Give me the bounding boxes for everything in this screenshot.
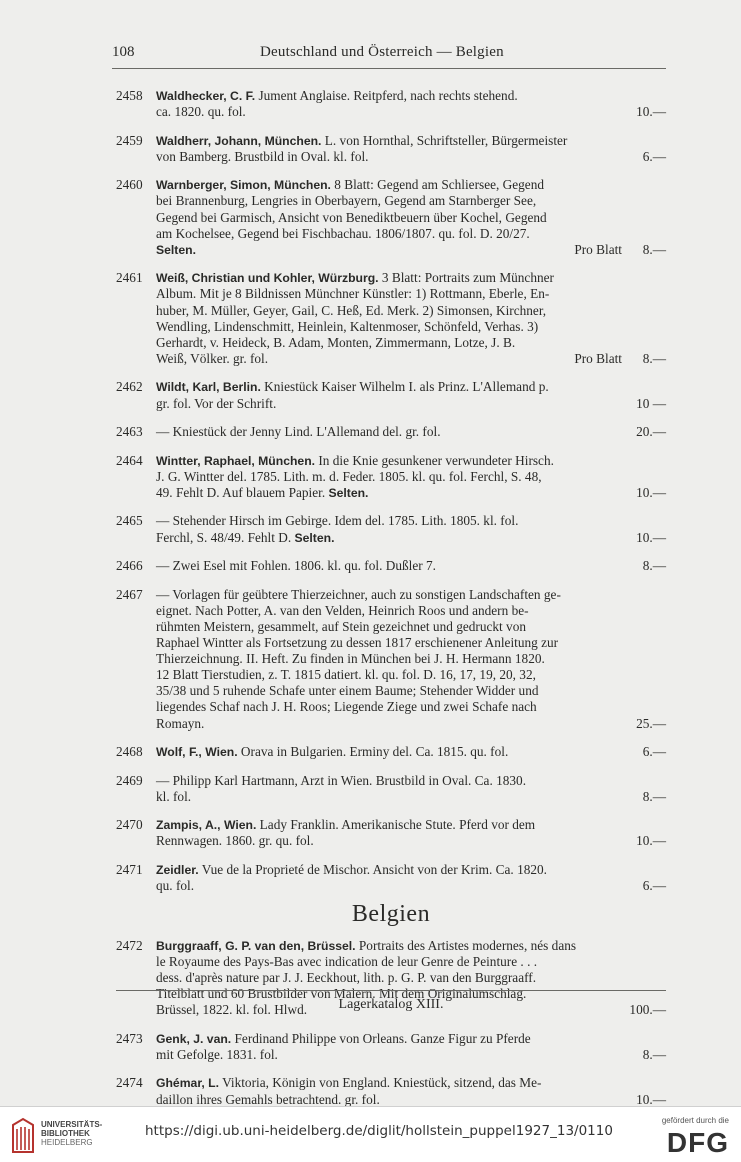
entry-number: 2463 bbox=[116, 424, 143, 440]
entry-description bbox=[156, 1031, 622, 1063]
entry-line: Zeidler. Vue de la Proprieté de Mischor. Ansicht von der Krim. Ca. 1820. bbox=[156, 862, 547, 878]
entry-description bbox=[156, 587, 622, 732]
entry-line: — Philipp Karl Hartmann, Arzt in Wien. Brustbild in Oval. Ca. 1830. bbox=[156, 772, 527, 788]
entry-number: 2474 bbox=[116, 1075, 143, 1091]
entry-line: Waldhecker, C. F. Jument Anglaise. Reitpferd, nach rechts stehend. bbox=[156, 88, 518, 103]
entry-number: 2470 bbox=[116, 817, 143, 833]
entry-line: mit Gefolge. 1831. fol. bbox=[156, 1046, 278, 1062]
entry-line: ca. 1820. qu. fol. bbox=[156, 104, 246, 120]
entry-price: 6.— bbox=[642, 148, 666, 164]
entry-line: Album. Mit je 8 Bildnissen Münchner Künstler: 1) Rottmann, Eberle, En- bbox=[156, 286, 550, 302]
catalog-entry bbox=[116, 133, 666, 165]
library-name-line: BIBLIOTHEK bbox=[41, 1129, 90, 1138]
library-name-line: UNIVERSITÄTS- bbox=[41, 1120, 103, 1129]
entry-line: Warnberger, Simon, München. 8 Blatt: Gegend am Schliersee, Gegend bbox=[156, 177, 544, 193]
entry-description bbox=[156, 817, 622, 849]
entry-line: Weiß, Völker. gr. fol. Pro Blatt bbox=[156, 350, 622, 366]
entry-line: Romayn. bbox=[156, 715, 205, 731]
dfg-logo[interactable]: DFG bbox=[666, 1127, 729, 1158]
viewer-footer-bar bbox=[0, 1106, 741, 1162]
entry-price: 10.— bbox=[636, 833, 666, 849]
catalog-entry bbox=[116, 744, 666, 760]
entry-description bbox=[156, 744, 622, 760]
entry-number: 2466 bbox=[116, 558, 143, 574]
entry-number: 2467 bbox=[116, 586, 143, 602]
entry-price: 6.— bbox=[642, 878, 666, 894]
entry-line: am Kochelsee, Gegend bei Fischbachau. 1806/1807. qu. fol. D. 20/27. bbox=[156, 225, 530, 241]
entry-line: Gegend bei Garmisch, Ansicht von Benediktbeuern über Kochel, Gegend bbox=[156, 209, 547, 225]
entry-line: Wildt, Karl, Berlin. Kniestück Kaiser Wilhelm I. als Prinz. L'Allemand p. bbox=[156, 379, 549, 395]
entry-line: huber, M. Müller, Geyer, Gail, C. Heß, Ed. Merk. 2) Simonsen, Kirchner, bbox=[156, 302, 547, 318]
university-library-name[interactable] bbox=[41, 1120, 102, 1147]
entry-description bbox=[156, 558, 622, 574]
entry-line: Wolf, F., Wien. Orava in Bulgarien. Erminy del. Ca. 1815. qu. fol. bbox=[156, 744, 509, 760]
entry-line: le Royaume des Pays-Bas avec indication de leur Genre de Peinture . . . bbox=[156, 953, 538, 969]
entry-line: kl. fol. bbox=[156, 788, 192, 804]
funding-note: gefördert durch die bbox=[661, 1116, 729, 1125]
catalog-entry bbox=[116, 453, 666, 501]
catalog-entries bbox=[116, 88, 666, 1120]
library-name-line: HEIDELBERG bbox=[41, 1138, 93, 1147]
entry-line: gr. fol. Vor der Schrift. bbox=[156, 395, 277, 411]
entry-line: Burggraaff, G. P. van den, Brüssel. Portraits des Artistes modernes, nés dans bbox=[156, 937, 577, 953]
entry-number: 2458 bbox=[116, 88, 143, 103]
entry-line: rühmten Meistern, gesammelt, auf Stein gezeichnet und gedruckt von bbox=[156, 618, 526, 634]
entry-number: 2468 bbox=[116, 744, 143, 760]
entry-line: Gerhardt, v. Heideck, B. Adam, Monten, Zimmermann, Lotze, J. B. bbox=[156, 334, 516, 350]
entry-price: 10.— bbox=[636, 484, 666, 500]
entry-price: 8.— bbox=[642, 241, 666, 257]
entry-line: Zampis, A., Wien. Lady Franklin. Amerikanische Stute. Pferd vor dem bbox=[156, 817, 536, 833]
entry-description bbox=[156, 379, 622, 411]
catalog-entry bbox=[116, 558, 666, 574]
entry-number: 2471 bbox=[116, 862, 143, 878]
entry-number: 2472 bbox=[116, 937, 143, 953]
header-rule bbox=[112, 68, 666, 69]
entry-number: 2464 bbox=[116, 452, 143, 468]
entry-line: Ghémar, L. Viktoria, Königin von England. Kniestück, sitzend, das Me- bbox=[156, 1075, 542, 1091]
entry-line: 49. Fehlt D. Auf blauem Papier. Selten. bbox=[156, 484, 369, 500]
catalog-entry bbox=[116, 379, 666, 411]
catalog-entry bbox=[116, 270, 666, 367]
entry-line: dess. d'après nature par J. J. Eeckhout, lith. p. G. P. van den Burggraaff. bbox=[156, 969, 537, 985]
entry-description bbox=[156, 177, 622, 257]
catalog-entry bbox=[116, 88, 666, 120]
entry-price: 10.— bbox=[636, 1091, 666, 1107]
catalog-entry bbox=[116, 862, 666, 894]
entry-price: 8.— bbox=[642, 350, 666, 366]
entry-line: — Vorlagen für geübtere Thierzeichner, auch zu sonstigen Landschaften ge- bbox=[156, 586, 561, 602]
entry-line: Waldherr, Johann, München. L. von Hornthal, Schriftsteller, Bürgermeister bbox=[156, 132, 568, 148]
entry-line: 12 Blatt Tierstudien, z. T. 1815 datiert. kl. qu. fol. D. 16, 17, 19, 20, 32, bbox=[156, 667, 536, 683]
entry-price: 8.— bbox=[642, 558, 666, 574]
catalog-entry bbox=[116, 513, 666, 545]
entry-line: — Zwei Esel mit Fohlen. 1806. kl. qu. fol. Dußler 7. bbox=[156, 558, 436, 574]
entry-number: 2469 bbox=[116, 772, 143, 788]
entry-description bbox=[156, 773, 622, 805]
entry-line: bei Brannenburg, Lengries in Oberbayern, Gegend am Starnberger See, bbox=[156, 193, 537, 209]
entry-line: liegendes Schaf nach J. H. Roos; Liegende Ziege und zwei Schafe nach bbox=[156, 699, 537, 715]
entry-price: 8.— bbox=[642, 1046, 666, 1062]
catalog-entry bbox=[116, 587, 666, 732]
permalink-url[interactable]: https://digi.ub.uni-heidelberg.de/diglit/hollstein_puppel1927_13/0110 bbox=[145, 1123, 613, 1139]
page-number: 108 bbox=[112, 44, 135, 60]
entry-line: Ferchl, S. 48/49. Fehlt D. Selten. bbox=[156, 529, 335, 545]
running-title: Deutschland und Österreich — Belgien bbox=[260, 44, 504, 60]
entry-number: 2461 bbox=[116, 270, 143, 286]
entry-number: 2465 bbox=[116, 513, 143, 529]
entry-line: Raphael Wintter als Fortsetzung zu dessen 1817 erschienener Anleitung zur bbox=[156, 635, 559, 651]
entry-line: J. G. Wintter del. 1785. Lith. m. d. Feder. 1805. kl. qu. fol. Ferchl, S. 48, bbox=[156, 468, 542, 484]
entry-line: Genk, J. van. Ferdinand Philippe von Orleans. Ganze Figur zu Pferde bbox=[156, 1030, 531, 1046]
catalog-entry bbox=[116, 773, 666, 805]
entry-description bbox=[156, 270, 622, 367]
entry-price: 10.— bbox=[636, 104, 666, 120]
entry-line: daillon ihres Gemahls betrachtend. gr. fol. bbox=[156, 1091, 380, 1107]
entry-line: qu. fol. bbox=[156, 878, 195, 894]
entry-description bbox=[156, 453, 622, 501]
entry-number: 2459 bbox=[116, 132, 143, 148]
entry-line: Rennwagen. 1860. gr. qu. fol. bbox=[156, 833, 314, 849]
entry-line: — Stehender Hirsch im Gebirge. Idem del. 1785. Lith. 1805. kl. fol. bbox=[156, 513, 519, 529]
entry-price: 6.— bbox=[642, 744, 666, 760]
footer-rule bbox=[116, 990, 666, 991]
entry-line: Wintter, Raphael, München. In die Knie gesunkener verwundeter Hirsch. bbox=[156, 452, 554, 468]
entry-number: 2460 bbox=[116, 177, 143, 193]
entry-price: 100.— bbox=[629, 1002, 666, 1018]
entry-line: eignet. Nach Potter, A. van den Velden, Heinrich Roos und andern be- bbox=[156, 602, 529, 618]
section-heading: Belgien bbox=[351, 900, 431, 927]
entry-price: 25.— bbox=[636, 715, 666, 731]
page-header bbox=[112, 44, 666, 66]
entry-price: 20.— bbox=[636, 424, 666, 440]
entry-description bbox=[156, 1075, 622, 1107]
entry-number: 2473 bbox=[116, 1030, 143, 1046]
entry-line: Brüssel, 1822. kl. fol. Hlwd. bbox=[156, 1002, 308, 1018]
entry-line: Wendling, Lindenschmitt, Heinlein, Kaltenmoser, Schönfeld, Verhas. 3) bbox=[156, 318, 539, 334]
catalog-entry bbox=[116, 817, 666, 849]
entry-price: 10.— bbox=[636, 529, 666, 545]
entry-line: — Kniestück der Jenny Lind. L'Allemand del. gr. fol. bbox=[156, 424, 441, 440]
entry-description bbox=[156, 88, 622, 120]
entry-description bbox=[156, 513, 622, 545]
entry-price: 10 — bbox=[636, 395, 666, 411]
entry-line: Selten. Pro Blatt bbox=[156, 241, 622, 257]
entry-line: von Bamberg. Brustbild in Oval. kl. fol. bbox=[156, 148, 369, 164]
entry-price: 8.— bbox=[642, 788, 666, 804]
entry-line: Titelblatt und 60 Brustbilder von Malern. Mit dem Originalumschlag. bbox=[156, 986, 527, 1002]
catalog-entry bbox=[116, 1075, 666, 1107]
catalog-footer: Lagerkatalog XIII. bbox=[338, 997, 444, 1012]
entry-description bbox=[156, 862, 622, 894]
entry-line: Thierzeichnung. II. Heft. Zu finden in München bei J. H. Hermann 1820. bbox=[156, 651, 545, 667]
catalog-entry bbox=[116, 1031, 666, 1063]
catalog-entry bbox=[116, 177, 666, 257]
catalog-entry bbox=[116, 424, 666, 440]
entry-line: Weiß, Christian und Kohler, Würzburg. 3 Blatt: Portraits zum Münchner bbox=[156, 270, 554, 286]
entry-description bbox=[156, 133, 622, 165]
university-library-logo-icon[interactable] bbox=[10, 1117, 36, 1155]
entry-number: 2462 bbox=[116, 379, 143, 395]
entry-description bbox=[156, 424, 622, 440]
entry-line: 35/38 und 5 ruhende Schafe unter einem Baume; Stehender Widder und bbox=[156, 683, 539, 699]
